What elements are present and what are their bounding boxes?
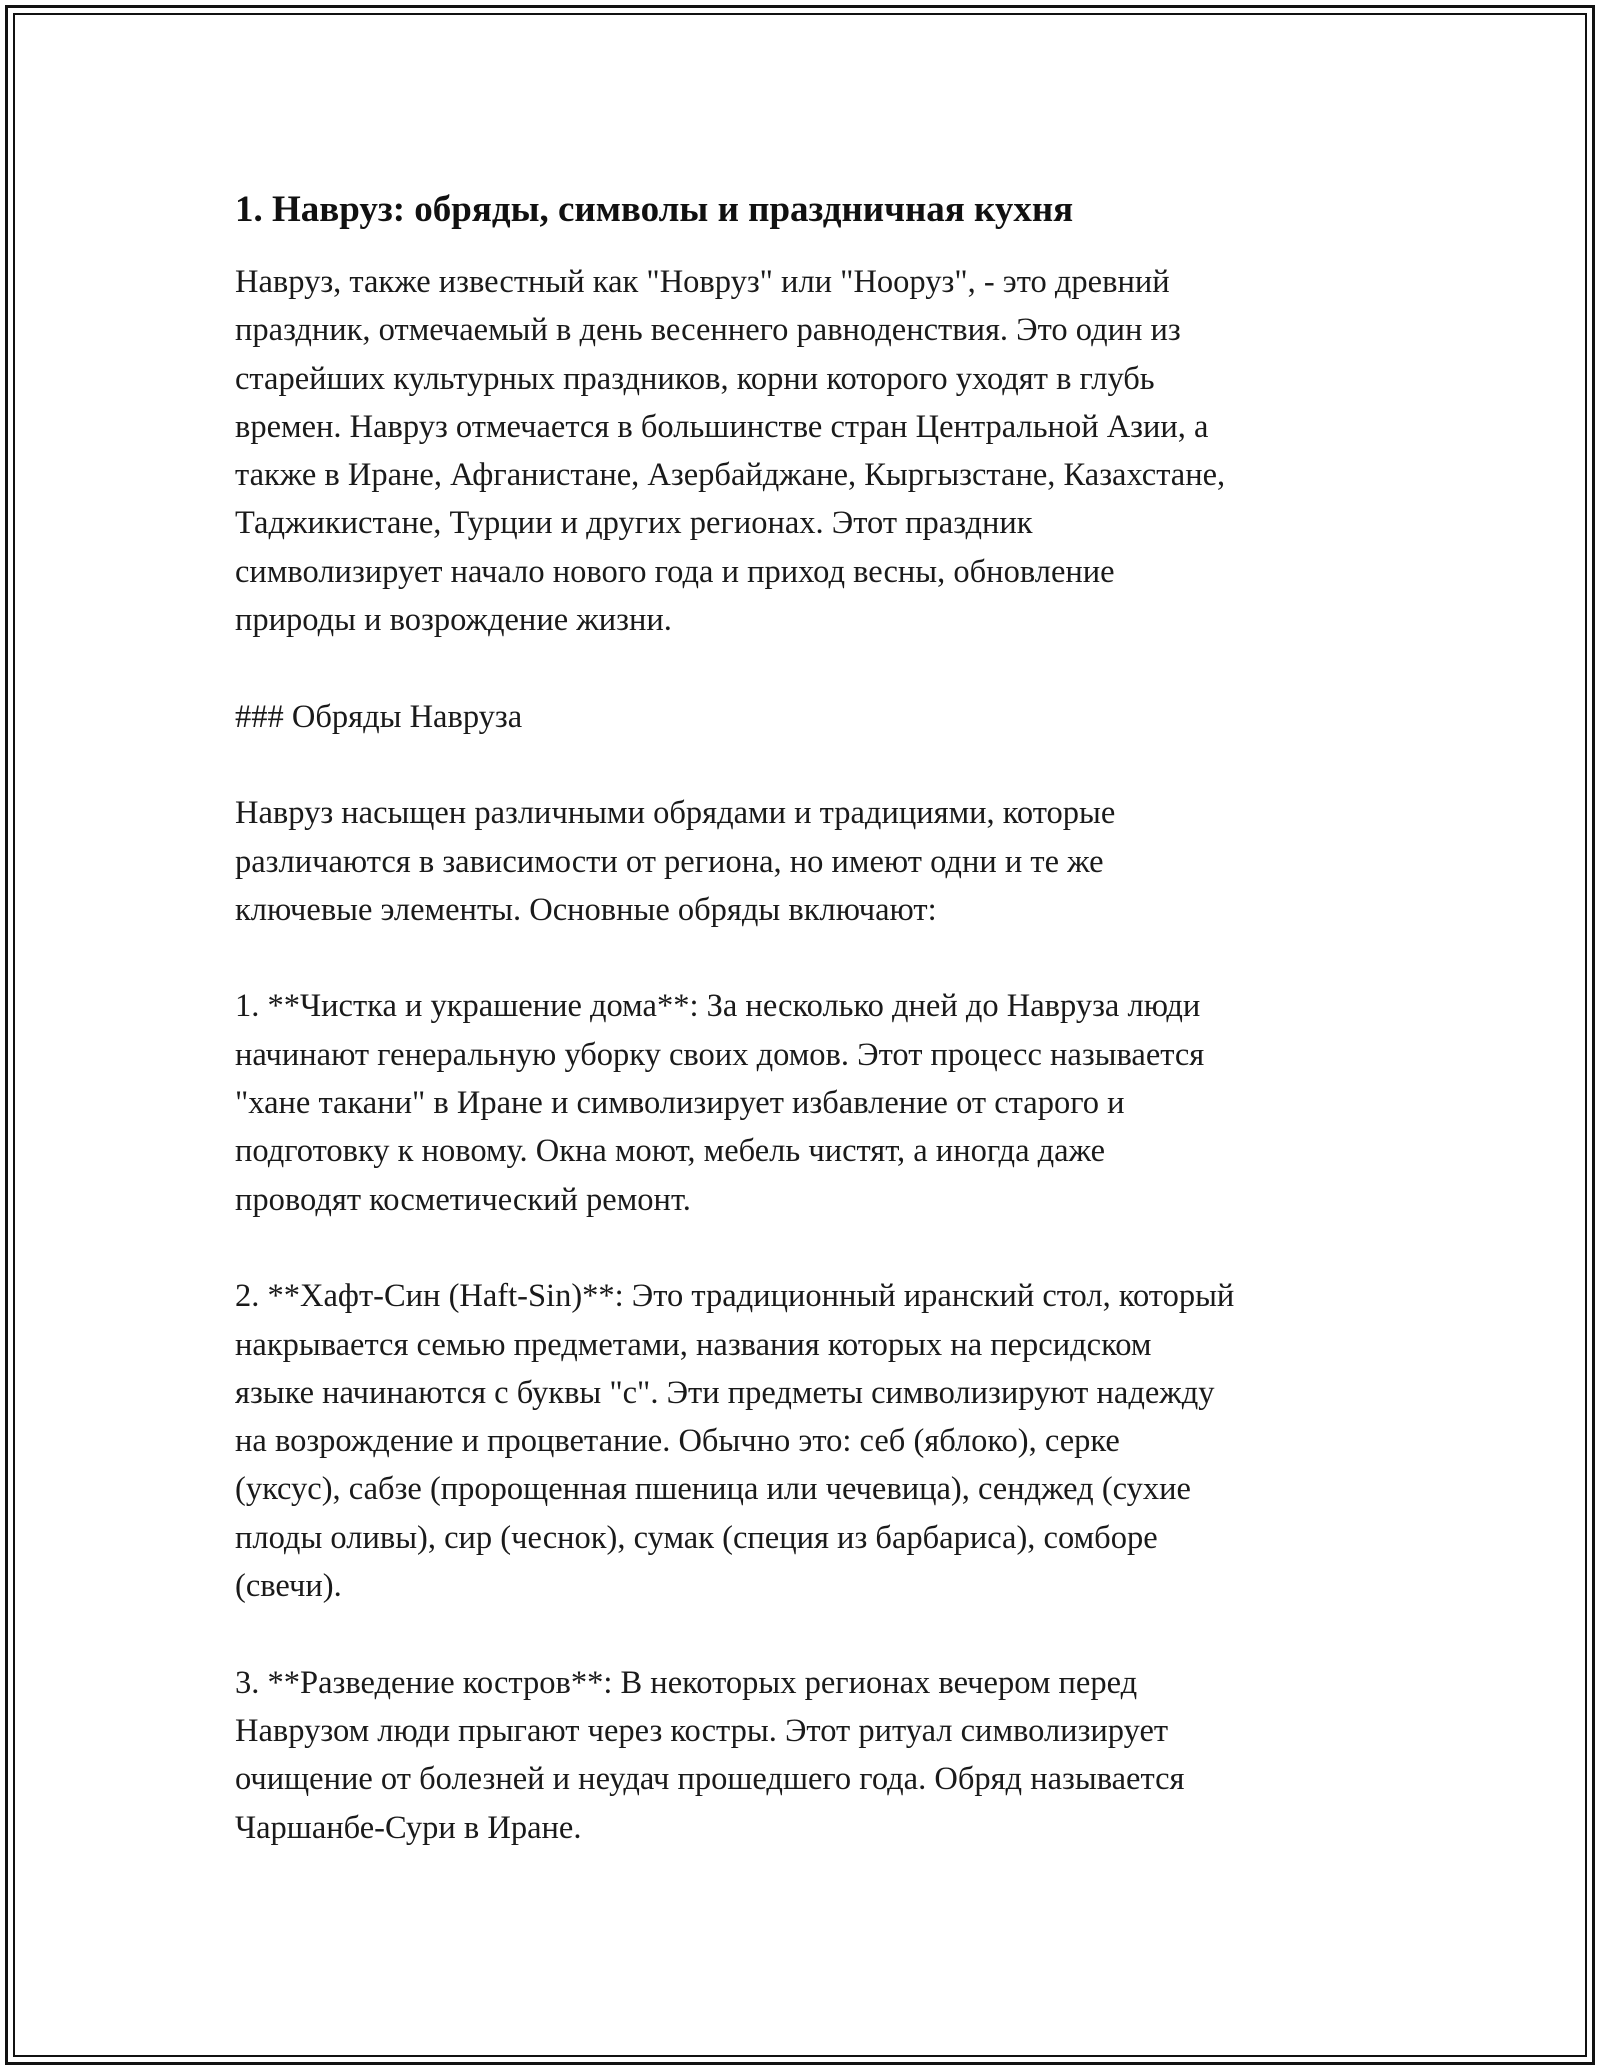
text-line: очищение от болезней и неудач прошедшего года. Обряд называется	[235, 1761, 1185, 1798]
text-line: подготовку к новому. Окна моют, мебель чистят, а иногда даже	[235, 1133, 1106, 1170]
document-body	[235, 186, 1375, 1852]
text-line: на возрождение и процветание. Обычно это: себ (яблоко), серке	[235, 1423, 1120, 1460]
section-heading-text: ### Обряды Навруза	[235, 698, 523, 735]
text-line: (уксус), сабзе (пророщенная пшеница или чечевица), сенджед (сухие	[235, 1471, 1191, 1508]
text-line: 2. **Хафт-Син (Haft-Sin)**: Это традиционный иранский стол, который	[235, 1278, 1235, 1315]
document-title: 1. Навруз: обряды, символы и праздничная кухня	[235, 189, 1074, 230]
paragraph-gap	[235, 741, 1375, 789]
intro-paragraph	[235, 258, 1375, 644]
text-line: Наврузом люди прыгают через костры. Этот ритуал символизирует	[235, 1712, 1169, 1749]
text-line: Чаршанбе-Сури в Иране.	[235, 1809, 582, 1846]
text-line: праздник, отмечаемый в день весеннего равноденствия. Это один из	[235, 312, 1181, 349]
paragraph-gap	[235, 1610, 1375, 1658]
text-line: накрывается семью предметами, названия которых на персидском	[235, 1326, 1152, 1363]
text-line: 3. **Разведение костров**: В некоторых регионах вечером перед	[235, 1664, 1138, 1701]
text-line: Навруз насыщен различными обрядами и традициями, которые	[235, 795, 1116, 832]
text-line: "хане такани" в Иране и символизирует избавление от старого и	[235, 1085, 1125, 1122]
text-line: начинают генеральную уборку своих домов. Этот процесс называется	[235, 1036, 1205, 1073]
text-line: проводят косметический ремонт.	[235, 1181, 691, 1218]
text-line: 1. **Чистка и украшение дома**: За несколько дней до Навруза люди	[235, 988, 1201, 1025]
text-line: (свечи).	[235, 1568, 342, 1605]
section-intro-paragraph	[235, 789, 1375, 934]
text-line: также в Иране, Афганистане, Азербайджане, Кыргызстане, Казахстане,	[235, 457, 1226, 494]
list-item-haft-sin	[235, 1272, 1375, 1610]
text-line: Таджикистане, Турции и других регионах. Этот праздник	[235, 505, 1033, 542]
text-line: ключевые элементы. Основные обряды включают:	[235, 891, 937, 928]
list-item-bonfires	[235, 1659, 1375, 1852]
text-line: языке начинаются с буквы "с". Эти предметы символизируют надежду	[235, 1374, 1215, 1411]
paragraph-gap	[235, 934, 1375, 982]
text-line: старейших культурных праздников, корни которого уходят в глубь	[235, 360, 1155, 397]
section-heading	[235, 693, 1375, 741]
text-line: символизирует начало нового года и приход весны, обновление	[235, 553, 1115, 590]
text-line: времен. Навруз отмечается в большинстве стран Центральной Азии, а	[235, 408, 1209, 445]
text-line: природы и возрождение жизни.	[235, 602, 672, 639]
text-line: Навруз, также известный как "Новруз" или "Нооруз", - это древний	[235, 264, 1170, 300]
paragraph-gap	[235, 1224, 1375, 1272]
text-line: различаются в зависимости от региона, но имеют одни и те же	[235, 843, 1104, 880]
paragraph-gap	[235, 644, 1375, 692]
list-item-cleaning	[235, 982, 1375, 1223]
text-line: плоды оливы), сир (чеснок), сумак (специя из барбариса), сомборе	[235, 1519, 1158, 1556]
